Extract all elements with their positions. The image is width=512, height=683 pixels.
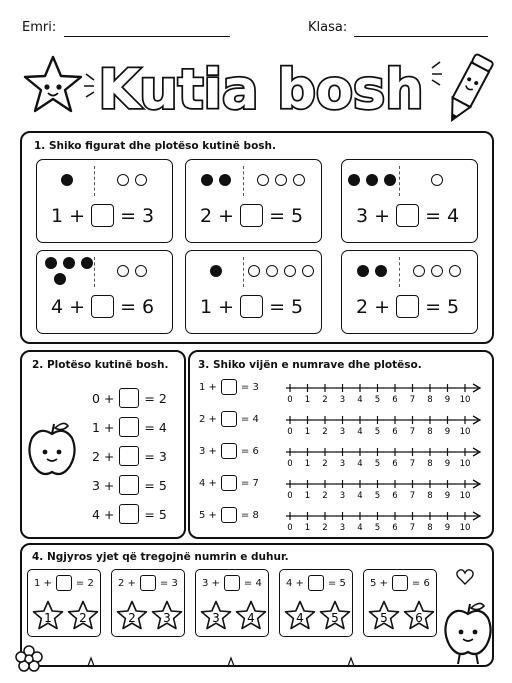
answer-box[interactable] [119, 446, 139, 466]
card-divider [243, 257, 244, 287]
number-line-tick-label: 0 [287, 491, 293, 501]
addition-equation [370, 575, 430, 591]
answer-box[interactable] [221, 379, 237, 395]
answer-box[interactable] [91, 295, 114, 318]
equation-addend: 5 + [199, 509, 217, 521]
number-line-tick-label: 2 [322, 459, 328, 469]
heart-icon [456, 569, 474, 585]
equation-sum: = 4 [144, 419, 167, 435]
picture-card [341, 250, 478, 334]
answer-box[interactable] [119, 388, 139, 408]
empty-dot [275, 174, 287, 186]
number-line-tick-label: 3 [339, 523, 346, 533]
equation-addend: 4 + [92, 506, 115, 522]
empty-dot [413, 265, 425, 277]
star-option[interactable] [67, 600, 99, 631]
sparkle-decoration-icon [82, 70, 106, 100]
filled-dot [45, 257, 57, 269]
answer-box[interactable] [119, 475, 139, 495]
number-line-tick-label: 1 [304, 395, 311, 405]
empty-dot [266, 265, 278, 277]
answer-box[interactable] [140, 575, 156, 591]
addition-equation [202, 575, 262, 591]
number-line [284, 475, 484, 501]
star-choice-card [111, 569, 185, 637]
number-line-tick-label: 6 [392, 523, 398, 533]
answer-box[interactable] [221, 507, 237, 523]
equation-sum: = 7 [240, 477, 259, 489]
answer-box[interactable] [396, 295, 419, 318]
number-line-tick-label: 10 [459, 491, 471, 501]
addition-row [199, 443, 259, 459]
number-line-tick-label: 4 [357, 491, 363, 501]
section-3-heading: 3. Shiko vijën e numrave dhe plotëso. [198, 359, 422, 371]
card-divider [94, 257, 95, 287]
star-option[interactable] [151, 600, 183, 631]
addition-equation [34, 575, 94, 591]
empty-dot [248, 265, 260, 277]
number-line-tick-label: 2 [322, 491, 328, 501]
number-line-tick-label: 0 [287, 395, 293, 405]
star-number: 2 [128, 611, 136, 625]
section-2-heading: 2. Plotëso kutinë bosh. [32, 359, 169, 371]
star-choice-card [363, 569, 437, 637]
filled-dot [384, 174, 396, 186]
star-choice-card [27, 569, 101, 637]
addition-equation [200, 295, 303, 318]
number-line-tick-label: 9 [444, 395, 451, 405]
number-line-tick-label: 10 [459, 523, 471, 533]
number-line-tick-label: 8 [427, 459, 433, 469]
number-line-tick-label: 4 [357, 395, 363, 405]
addition-equation [118, 575, 178, 591]
class-label: Klasa: [308, 20, 348, 35]
number-line-tick-label: 6 [392, 427, 398, 437]
grass-decoration [48, 654, 448, 668]
star-number: 4 [296, 611, 304, 625]
filled-dot [357, 265, 369, 277]
number-line-tick-label: 9 [444, 523, 451, 533]
card-divider [94, 166, 95, 196]
addition-row [92, 446, 167, 466]
star-option[interactable] [235, 600, 267, 631]
equation-sum: = 3 [144, 448, 167, 464]
equation-sum: = 6 [120, 295, 155, 318]
star-option[interactable] [319, 600, 351, 631]
number-line-tick-label: 3 [339, 459, 346, 469]
answer-box[interactable] [221, 475, 237, 491]
number-line-tick-label: 1 [304, 491, 311, 501]
star-option[interactable] [368, 600, 400, 631]
apple-mascot-icon [440, 598, 496, 668]
name-label: Emri: [22, 20, 57, 35]
number-line-tick-label: 9 [444, 491, 451, 501]
pencil-mascot-icon [440, 50, 496, 130]
number-line [284, 379, 484, 405]
number-line-tick-label: 1 [304, 459, 311, 469]
number-line-tick-label: 5 [374, 523, 381, 533]
answer-box[interactable] [119, 417, 139, 437]
picture-card [185, 250, 322, 334]
equation-addend: 2 + [199, 413, 217, 425]
number-line-tick-label: 7 [409, 491, 416, 501]
empty-dot [117, 265, 129, 277]
number-line-tick-label: 7 [409, 395, 416, 405]
section-4-heading: 4. Ngjyros yjet që tregojnë numrin e duhur. [32, 551, 289, 563]
number-line-tick-label: 9 [444, 427, 451, 437]
addition-row [92, 475, 167, 495]
empty-dot [284, 265, 296, 277]
number-line-tick-label: 5 [374, 491, 381, 501]
number-line-tick-label: 3 [339, 491, 346, 501]
equation-addend: 2 + [118, 577, 136, 589]
answer-box[interactable] [392, 575, 408, 591]
star-option[interactable] [284, 600, 316, 631]
number-line-tick-label: 6 [392, 395, 398, 405]
equation-sum: = 3 [240, 381, 259, 393]
star-number: 4 [247, 611, 255, 625]
equation-addend: 1 + [92, 419, 115, 435]
addition-row [199, 507, 259, 523]
answer-box[interactable] [91, 204, 114, 227]
answer-box[interactable] [119, 504, 139, 524]
equation-addend: 5 + [370, 577, 388, 589]
equation-addend: 3 + [356, 204, 391, 227]
picture-card [36, 159, 173, 243]
number-line-tick-label: 8 [427, 523, 433, 533]
addition-row [199, 379, 259, 395]
number-line-tick-label: 8 [427, 427, 433, 437]
number-line [284, 411, 484, 437]
equation-sum: = 5 [269, 295, 304, 318]
filled-dot [366, 174, 378, 186]
number-line-tick-label: 5 [374, 427, 381, 437]
equation-addend: 3 + [92, 477, 115, 493]
number-line-tick-label: 7 [409, 523, 416, 533]
apple-mascot-icon [26, 420, 78, 480]
number-line-tick-label: 3 [339, 427, 346, 437]
card-divider [399, 257, 400, 287]
number-line-tick-label: 2 [322, 427, 328, 437]
equation-addend: 0 + [92, 390, 115, 406]
empty-dot [117, 174, 129, 186]
star-number: 3 [212, 611, 220, 625]
addition-row [199, 475, 259, 491]
number-line-tick-label: 7 [409, 459, 416, 469]
number-line-tick-label: 8 [427, 395, 433, 405]
addition-equation [51, 295, 154, 318]
number-line [284, 507, 484, 533]
picture-card [185, 159, 322, 243]
equation-addend: 3 + [199, 445, 217, 457]
equation-addend: 1 + [51, 204, 86, 227]
filled-dot [81, 257, 93, 269]
number-line-tick-label: 0 [287, 523, 293, 533]
answer-box[interactable] [308, 575, 324, 591]
equation-sum: = 5 [144, 477, 167, 493]
section-1-heading: 1. Shiko figurat dhe plotëso kutinë bosh. [34, 140, 276, 152]
answer-box[interactable] [396, 204, 419, 227]
number-line-tick-label: 8 [427, 491, 433, 501]
addition-row [92, 388, 167, 408]
equation-addend: 1 + [34, 577, 52, 589]
number-line-tick-label: 4 [357, 523, 363, 533]
empty-dot [135, 265, 147, 277]
name-field[interactable] [64, 36, 230, 37]
star-option[interactable] [32, 600, 64, 631]
equation-addend: 2 + [200, 204, 235, 227]
equation-sum: = 6 [411, 577, 430, 589]
star-choice-card [279, 569, 353, 637]
equation-sum: = 5 [269, 204, 304, 227]
picture-card [36, 250, 173, 334]
answer-box[interactable] [240, 204, 263, 227]
filled-dot [61, 174, 73, 186]
number-line-tick-label: 6 [392, 491, 398, 501]
star-option[interactable] [116, 600, 148, 631]
answer-box[interactable] [224, 575, 240, 591]
addition-row [92, 504, 167, 524]
empty-dot [431, 265, 443, 277]
number-line-tick-label: 0 [287, 459, 293, 469]
number-line-tick-label: 2 [322, 523, 328, 533]
filled-dot [210, 265, 222, 277]
empty-dot [293, 174, 305, 186]
equation-sum: = 5 [144, 506, 167, 522]
addition-row [92, 417, 167, 437]
equation-addend: 3 + [202, 577, 220, 589]
number-line-tick-label: 10 [459, 395, 471, 405]
equation-sum: = 5 [425, 295, 460, 318]
empty-dot [449, 265, 461, 277]
star-option[interactable] [403, 600, 435, 631]
answer-box[interactable] [56, 575, 72, 591]
answer-box[interactable] [240, 295, 263, 318]
star-option[interactable] [200, 600, 232, 631]
star-number: 3 [163, 611, 171, 625]
equation-sum: = 3 [159, 577, 178, 589]
number-line-tick-label: 1 [304, 523, 311, 533]
star-number: 5 [331, 611, 339, 625]
addition-equation [286, 575, 346, 591]
filled-dot [201, 174, 213, 186]
equation-addend: 1 + [200, 295, 235, 318]
empty-dot [135, 174, 147, 186]
filled-dot [375, 265, 387, 277]
equation-addend: 4 + [51, 295, 86, 318]
number-line-tick-label: 5 [374, 459, 381, 469]
equation-sum: = 4 [425, 204, 460, 227]
addition-equation [200, 204, 303, 227]
number-line-tick-label: 10 [459, 427, 471, 437]
number-line-tick-label: 1 [304, 427, 311, 437]
star-mascot-icon [22, 54, 84, 116]
card-divider [243, 166, 244, 196]
equation-sum: = 4 [243, 577, 262, 589]
equation-addend: 4 + [199, 477, 217, 489]
equation-addend: 2 + [92, 448, 115, 464]
answer-box[interactable] [221, 443, 237, 459]
number-line-tick-label: 9 [444, 459, 451, 469]
number-line-tick-label: 6 [392, 459, 398, 469]
equation-sum: = 4 [240, 413, 259, 425]
number-line-tick-label: 7 [409, 427, 416, 437]
addition-equation [356, 295, 459, 318]
number-line-tick-label: 4 [357, 459, 363, 469]
number-line-tick-label: 0 [287, 427, 293, 437]
empty-dot [431, 174, 443, 186]
number-line-tick-label: 10 [459, 459, 471, 469]
page-title [96, 46, 426, 126]
addition-equation [51, 204, 154, 227]
equation-sum: = 6 [240, 445, 259, 457]
star-number: 1 [44, 611, 52, 625]
filled-dot [54, 273, 66, 285]
number-line-tick-label: 3 [339, 395, 346, 405]
number-line-tick-label: 2 [322, 395, 328, 405]
star-number: 2 [79, 611, 87, 625]
picture-card [341, 159, 478, 243]
equation-sum: = 2 [75, 577, 94, 589]
empty-dot [302, 265, 314, 277]
flower-icon [14, 644, 44, 674]
filled-dot [63, 257, 75, 269]
equation-addend: 4 + [286, 577, 304, 589]
number-line [284, 443, 484, 469]
addition-row [199, 411, 259, 427]
equation-sum: = 2 [144, 390, 167, 406]
star-number: 6 [415, 611, 423, 625]
class-field[interactable] [354, 36, 488, 37]
filled-dot [348, 174, 360, 186]
page-title-text: Kutia bosh [98, 58, 424, 121]
filled-dot [219, 174, 231, 186]
equation-addend: 1 + [199, 381, 217, 393]
star-number: 5 [380, 611, 388, 625]
empty-dot [257, 174, 269, 186]
equation-addend: 2 + [356, 295, 391, 318]
answer-box[interactable] [221, 411, 237, 427]
number-line-tick-label: 5 [374, 395, 381, 405]
equation-sum: = 8 [240, 509, 259, 521]
star-choice-card [195, 569, 269, 637]
equation-sum: = 5 [327, 577, 346, 589]
number-line-tick-label: 4 [357, 427, 363, 437]
card-divider [399, 166, 400, 196]
addition-equation [356, 204, 459, 227]
equation-sum: = 3 [120, 204, 155, 227]
